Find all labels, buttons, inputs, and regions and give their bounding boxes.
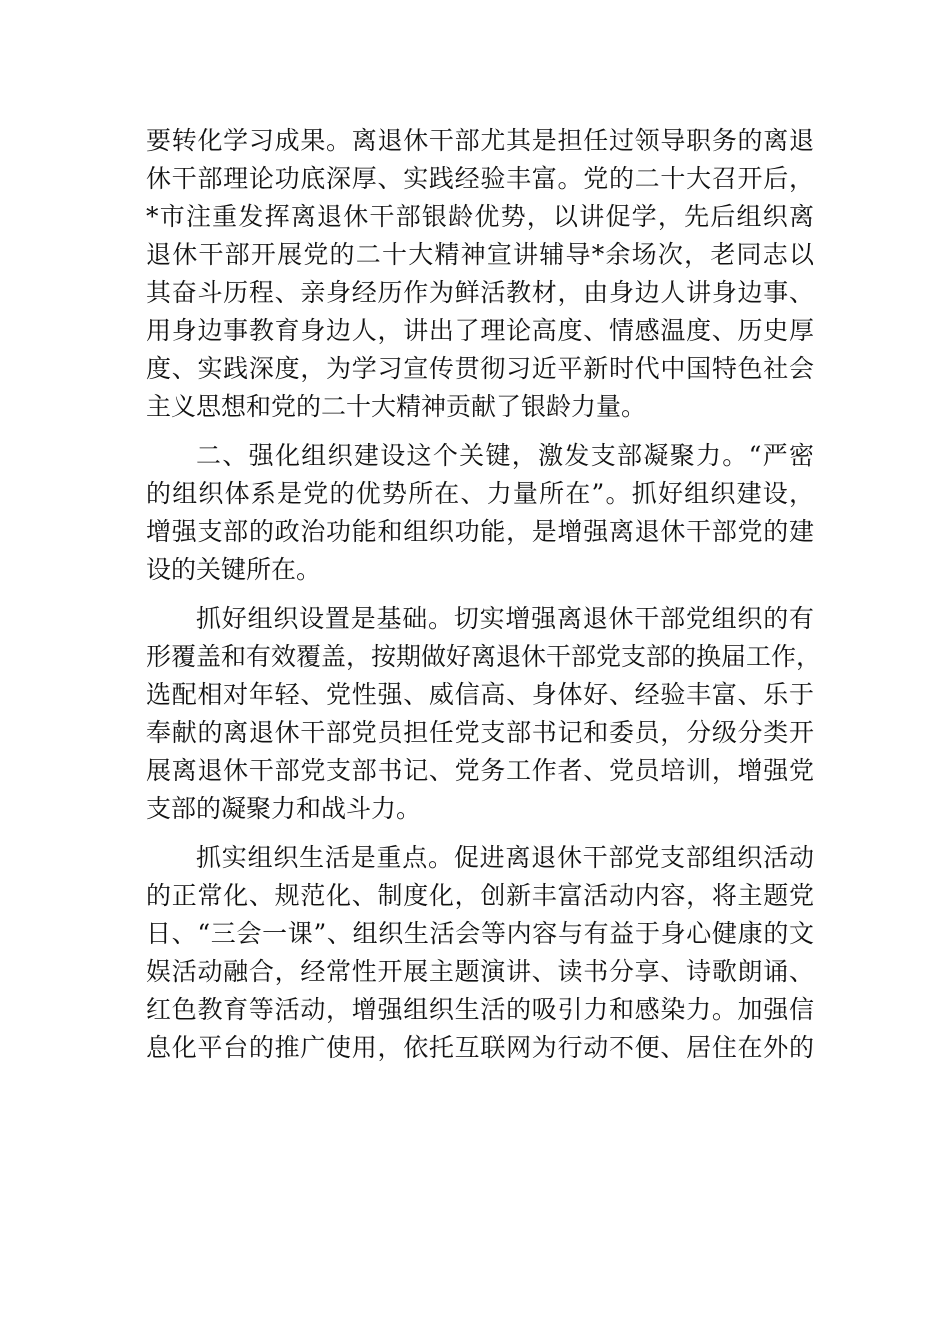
text-line: 抓实组织生活是重点。促进离退休干部党支部组织活动 xyxy=(196,843,814,872)
text-line: 要转化学习成果。离退休干部尤其是担任过领导职务的离退 xyxy=(146,126,814,155)
text-line: 抓好组织设置是基础。切实增强离退休干部党组织的有 xyxy=(196,604,814,633)
paragraph-2 xyxy=(146,437,814,589)
text-line: 二、强化组织建设这个关键，激发支部凝聚力。“严密 xyxy=(196,441,814,470)
text-line: 形覆盖和有效覆盖，按期做好离退休干部党支部的换届工作， xyxy=(146,642,822,671)
paragraph-4 xyxy=(146,839,814,1067)
text-line: 设的关键所在。 xyxy=(146,555,322,584)
text-line: 奉献的离退休干部党员担任党支部书记和委员，分级分类开 xyxy=(146,718,814,747)
text-line: 息化平台的推广使用，依托互联网为行动不便、居住在外的 xyxy=(146,1033,814,1062)
text-line: 娱活动融合，经常性开展主题演讲、读书分享、诗歌朗诵、 xyxy=(146,957,814,986)
text-line: 增强支部的政治功能和组织功能，是增强离退休干部党的建 xyxy=(146,517,814,546)
text-line: 支部的凝聚力和战斗力。 xyxy=(146,794,422,823)
document-body xyxy=(146,122,822,1067)
text-line: 的正常化、规范化、制度化，创新丰富活动内容，将主题党 xyxy=(146,881,814,910)
text-line: 展离退休干部党支部书记、党务工作者、党员培训，增强党 xyxy=(146,756,814,785)
text-line: *市注重发挥离退休干部银龄优势，以讲促学，先后组织离 xyxy=(146,202,814,231)
text-line: 用身边事教育身边人，讲出了理论高度、情感温度、历史厚 xyxy=(146,316,814,345)
paragraph-3 xyxy=(146,600,822,828)
text-line: 选配相对年轻、党性强、威信高、身体好、经验丰富、乐于 xyxy=(146,680,814,709)
text-line: 度、实践深度，为学习宣传贯彻习近平新时代中国特色社会 xyxy=(146,354,814,383)
text-line: 其奋斗历程、亲身经历作为鲜活教材，由身边人讲身边事、 xyxy=(146,278,814,307)
text-line: 日、“三会一课”、组织生活会等内容与有益于身心健康的文 xyxy=(146,919,814,948)
text-line: 休干部理论功底深厚、实践经验丰富。党的二十大召开后， xyxy=(146,164,814,193)
text-line: 红色教育等活动，增强组织生活的吸引力和感染力。加强信 xyxy=(146,995,814,1024)
text-line: 主义思想和党的二十大精神贡献了银龄力量。 xyxy=(146,392,647,421)
text-line: 退休干部开展党的二十大精神宣讲辅导*余场次，老同志以 xyxy=(146,240,814,269)
paragraph-1 xyxy=(146,122,814,426)
text-line: 的组织体系是党的优势所在、力量所在”。抓好组织建设， xyxy=(146,479,814,508)
